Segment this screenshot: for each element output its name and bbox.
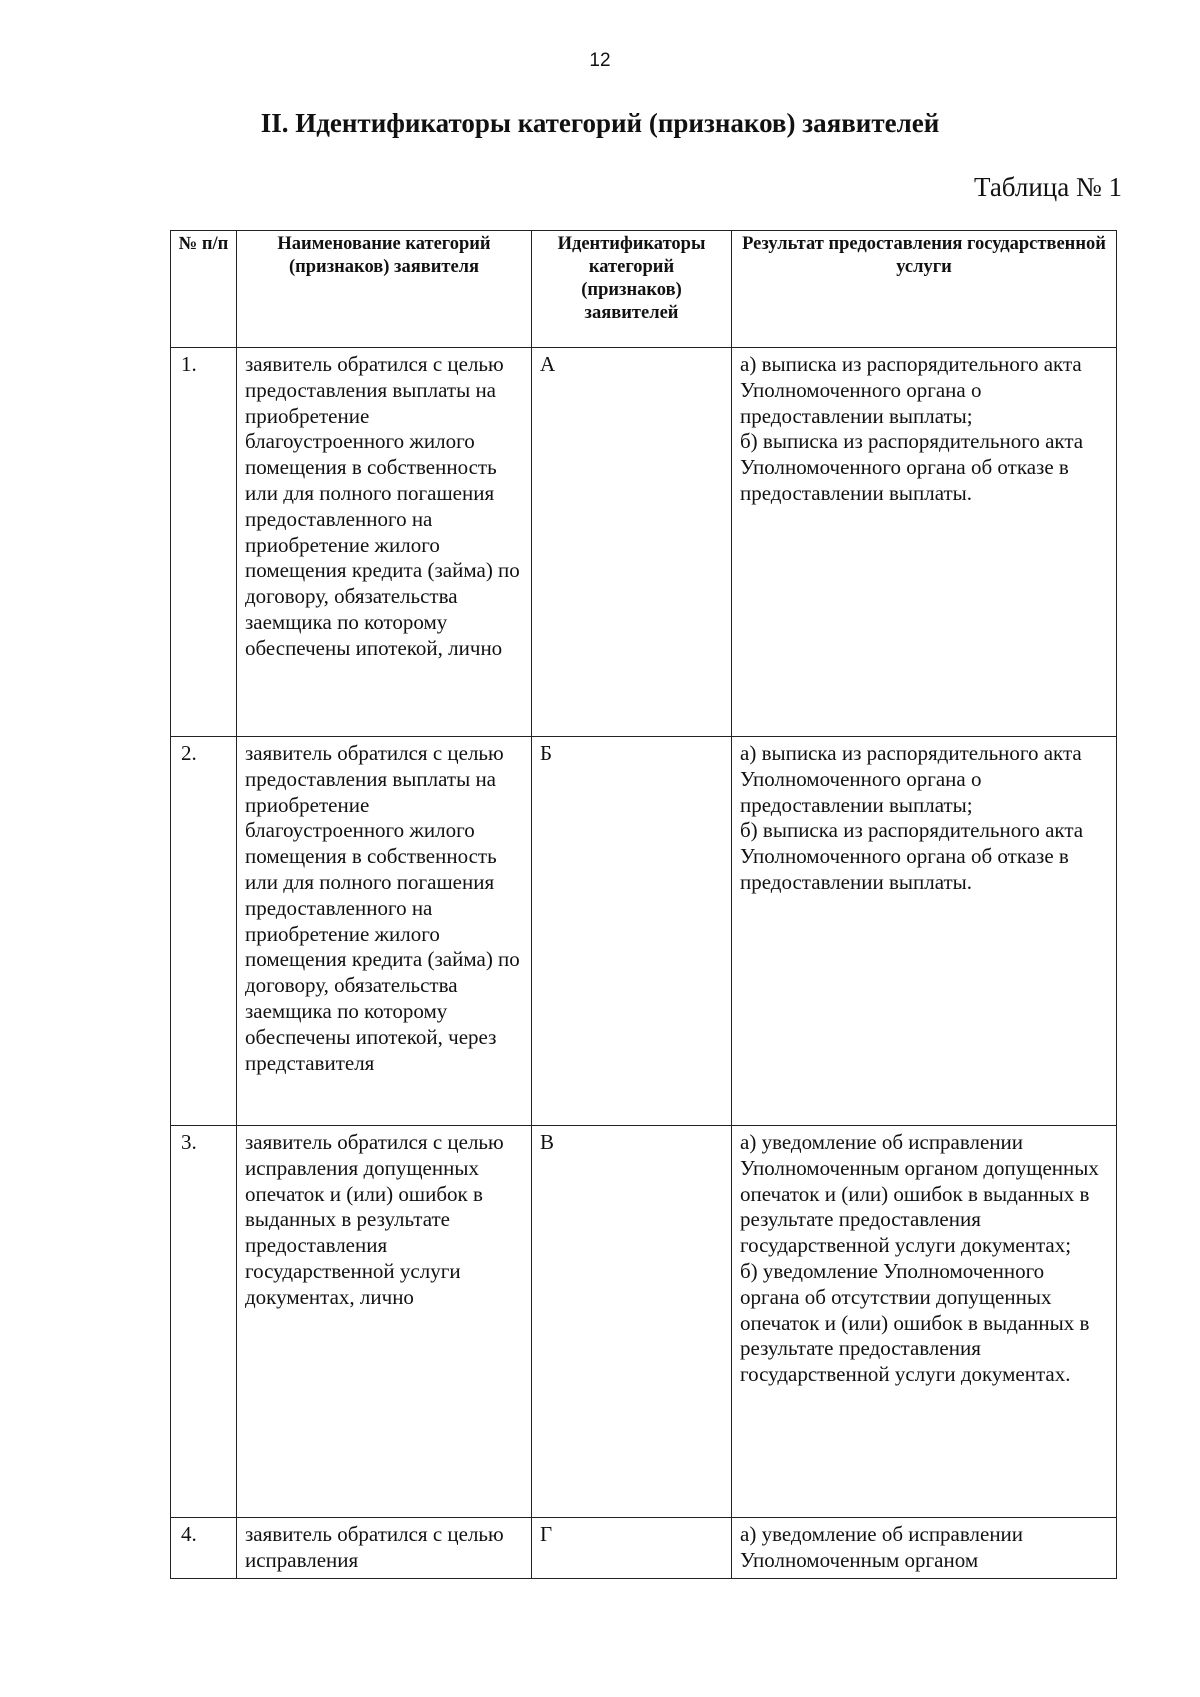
row-number: 3.	[171, 1126, 237, 1518]
result-item: а) уведомление об исправлении Уполномоченным органом	[740, 1522, 1024, 1572]
result-item: а) уведомление об исправлении Уполномоченным органом допущенных опечаток и (или) ошибок в выданных в результате предоставления государственной услуги документах;	[740, 1130, 1099, 1258]
section-title: II. Идентификаторы категорий (признаков) заявителей	[260, 108, 940, 138]
row-identifier: А	[532, 348, 732, 737]
row-identifier: В	[532, 1126, 732, 1518]
applicant-category-table	[170, 230, 1117, 1579]
header-category: Наименование категорий (признаков) заявителя	[237, 231, 532, 348]
row-number: 4.	[171, 1518, 237, 1579]
header-result: Результат предоставления государственной услуги	[732, 231, 1117, 348]
row-category: заявитель обратился с целью предоставления выплаты на приобретение благоустроенного жилого помещения в собственность или для полного погашения предоставленного на приобретение жилого помещения кредита (займа) по договору, обязательства заемщика по которому обеспечены ипотекой, лично	[237, 348, 532, 737]
table-row	[171, 1518, 1117, 1579]
row-category: заявитель обратился с целью исправления	[237, 1518, 532, 1579]
row-result	[732, 348, 1117, 737]
result-item: а) выписка из распорядительного акта Уполномоченного органа о предоставлении выплаты;	[740, 352, 1082, 428]
header-identifier: Идентификаторы категорий (признаков) заявителей	[532, 231, 732, 348]
table-row	[171, 348, 1117, 737]
table-row	[171, 737, 1117, 1126]
table-header-row	[171, 231, 1117, 348]
result-item: б) выписка из распорядительного акта Уполномоченного органа об отказе в предоставлении выплаты.	[740, 818, 1084, 894]
row-category: заявитель обратился с целью исправления допущенных опечаток и (или) ошибок в выданных в результате предоставления государственной услуги документах, лично	[237, 1126, 532, 1518]
result-item: б) выписка из распорядительного акта Уполномоченного органа об отказе в предоставлении выплаты.	[740, 429, 1084, 505]
row-result	[732, 1518, 1117, 1579]
row-category: заявитель обратился с целью предоставления выплаты на приобретение благоустроенного жилого помещения в собственность или для полного погашения предоставленного на приобретение жилого помещения кредита (займа) по договору, обязательства заемщика по которому обеспечены ипотекой, через представителя	[237, 737, 532, 1126]
table-row	[171, 1126, 1117, 1518]
header-number: № п/п	[171, 231, 237, 348]
row-result	[732, 737, 1117, 1126]
row-result	[732, 1126, 1117, 1518]
page-number: 12	[589, 50, 611, 71]
row-identifier: Г	[532, 1518, 732, 1579]
row-number: 1.	[171, 348, 237, 737]
table-caption: Таблица № 1	[974, 172, 1122, 202]
row-identifier: Б	[532, 737, 732, 1126]
result-item: б) уведомление Уполномоченного органа об отсутствии допущенных опечаток и (или) ошибок в выданных в результате предоставления государственной услуги документах.	[740, 1258, 1090, 1387]
row-number: 2.	[171, 737, 237, 1126]
result-item: а) выписка из распорядительного акта Уполномоченного органа о предоставлении выплаты;	[740, 741, 1082, 817]
